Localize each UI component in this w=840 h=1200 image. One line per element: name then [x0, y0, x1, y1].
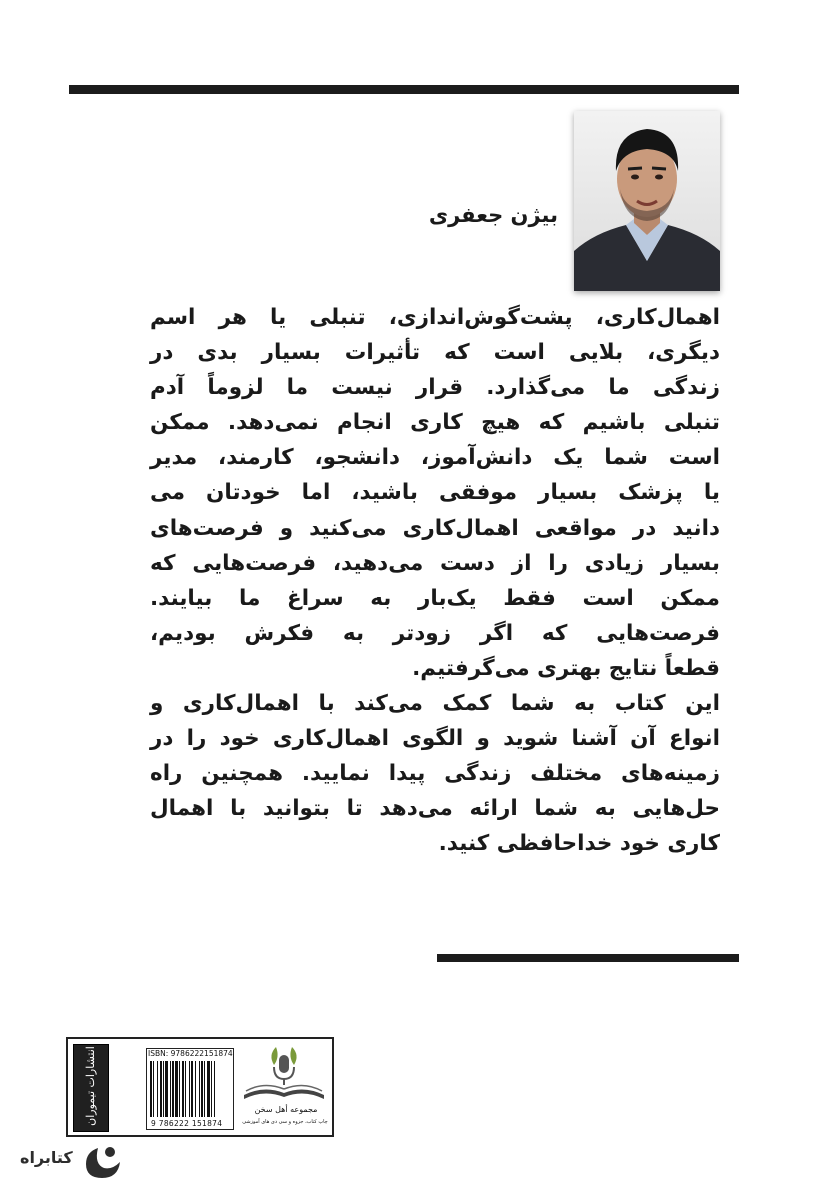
blurb-line: قطعاً نتایج بهتری می‌گرفتیم. [412, 655, 720, 681]
blurb-line: این کتاب به شما کمک می‌کند با اهمال‌کاری و [150, 691, 720, 717]
author-name: بیژن جعفری [428, 203, 558, 227]
blurb-line: حل‌هایی به شما ارائه می‌دهد تا بتوانید با اهمال [150, 796, 720, 822]
back-cover-blurb [150, 300, 720, 862]
barcode-icon [148, 1061, 232, 1117]
blurb-line: زمینه‌های مختلف زندگی پیدا نمایید. همچنین راه [150, 761, 720, 787]
collection-logo-icon [236, 1043, 332, 1105]
blurb-line: است شما یک دانش‌آموز، دانشجو، کارمند، مدیر [150, 445, 720, 471]
author-photo [574, 111, 720, 291]
ketabrah-watermark: کتابراه [20, 1148, 73, 1167]
blurb-line: فرصت‌هایی که اگر زودتر به فکرش بودیم، [150, 620, 720, 646]
blurb-line: کاری خود خداحافظی کنید. [438, 831, 720, 857]
blurb-line: تنبلی باشیم که هیچ کاری انجام نمی‌دهد. ممکن [150, 410, 720, 436]
blurb-line: اهمال‌کاری، پشت‌گوش‌اندازی، تنبلی یا هر اسم [150, 305, 720, 330]
blurb-line: بسیار زیادی را از دست می‌دهید، فرصت‌هایی که [150, 550, 720, 576]
blurb-line: دانید در مواقعی اهمال‌کاری می‌کنید و فرصت‌های [150, 515, 720, 541]
blurb-line: دیگری، بلایی است که تأثیرات بسیار بدی در [150, 340, 720, 366]
collection-title: مجموعه أهل سخن [254, 1105, 318, 1114]
blurb-line: زندگی ما می‌گذارد. قرار نیست ما لزوماً آدم [150, 375, 720, 401]
blurb-line: انواع آن آشنا شوید و الگوی اهمال‌کاری خود را در [150, 726, 720, 752]
publisher-name: انتشارات تیموران [84, 1046, 97, 1126]
blurb-line: یا پزشک بسیار موفقی باشید، اما خودتان می [150, 480, 720, 506]
collection-subtitle: چاپ کتاب، جزوه و سی دی های آموزشی [242, 1119, 328, 1125]
publisher-logo [73, 1044, 109, 1132]
top-divider-bar [69, 85, 739, 94]
isbn-label: ISBN: 9786222151874 [148, 1049, 233, 1058]
isbn-digits: 9 786222 151874 [151, 1119, 223, 1128]
barcode-box [66, 1037, 334, 1137]
bottom-divider-bar [437, 954, 739, 962]
blurb-line: ممکن است فقط یک‌بار به سراغ ما بیایند. [150, 585, 720, 611]
